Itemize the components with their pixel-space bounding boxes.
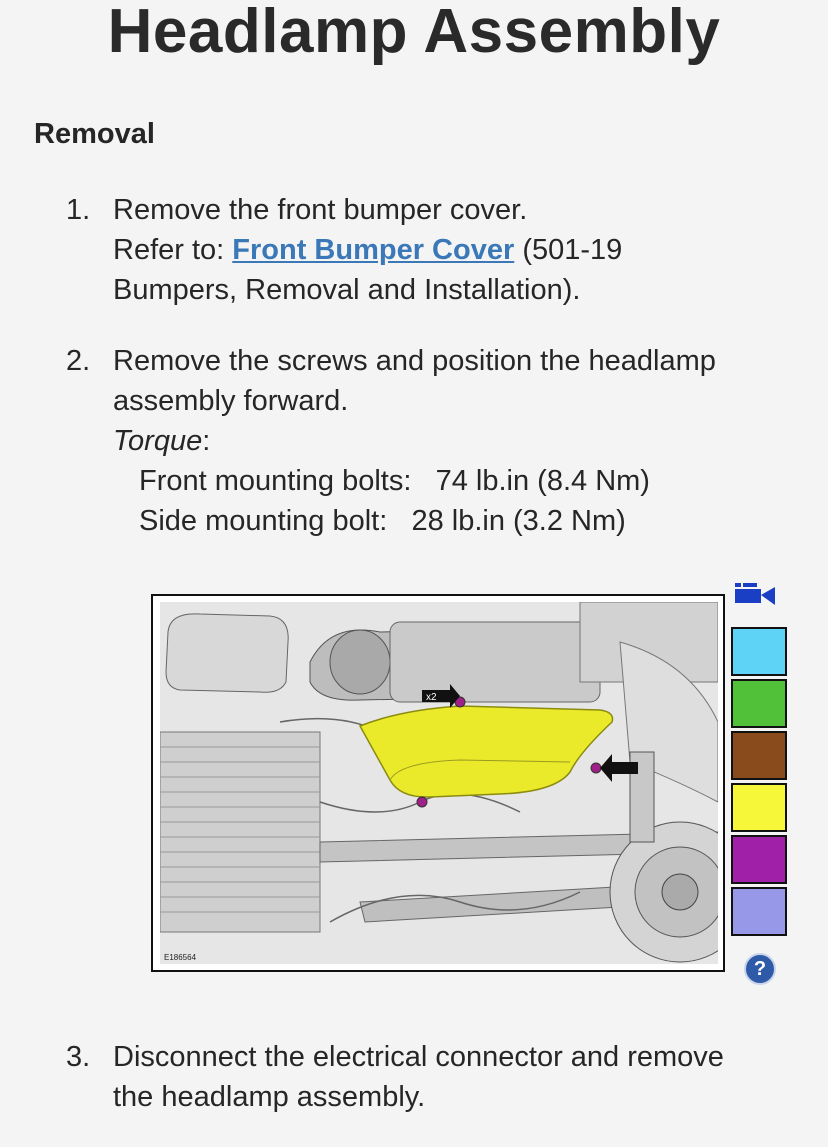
help-icon[interactable]: ? xyxy=(744,953,776,985)
engine-bay-drawing xyxy=(160,602,718,964)
step-number: 2. xyxy=(66,345,91,377)
color-legend xyxy=(731,627,787,939)
swatch-green[interactable] xyxy=(731,679,787,728)
page-title: Headlamp Assembly xyxy=(107,0,721,66)
swatch-purple[interactable] xyxy=(731,835,787,884)
torque-spec-side xyxy=(113,501,813,541)
reservoir-drawing xyxy=(166,614,288,692)
swatch-yellow[interactable] xyxy=(731,783,787,832)
figure-id: E186564 xyxy=(164,953,197,962)
step-text: Remove the front bumper cover. xyxy=(113,194,528,226)
swatch-blue[interactable] xyxy=(731,627,787,676)
fastener-marker xyxy=(417,797,427,807)
radiator-drawing xyxy=(160,732,320,932)
svg-text:x2: x2 xyxy=(426,692,437,703)
headlamp-illustration xyxy=(151,594,725,972)
step-number: 1. xyxy=(66,194,91,226)
spec-name: Front mounting bolts: xyxy=(139,465,412,497)
torque-spec-front xyxy=(113,461,813,501)
step-text-cont: the headlamp assembly. xyxy=(113,1081,426,1113)
fastener-marker xyxy=(591,763,601,773)
illustration-canvas xyxy=(160,602,718,964)
front-bumper-cover-link[interactable]: Front Bumper Cover xyxy=(232,234,515,266)
section-heading: Removal xyxy=(34,118,155,150)
step-text-cont: assembly forward. xyxy=(113,385,349,417)
refer-suffix: (501-19 xyxy=(514,234,623,266)
step-number: 3. xyxy=(66,1041,91,1073)
swatch-brown[interactable] xyxy=(731,731,787,780)
spec-name: Side mounting bolt: xyxy=(139,505,388,537)
spec-value: 74 lb.in (8.4 Nm) xyxy=(435,465,650,497)
step-text: Disconnect the electrical connector and remove xyxy=(113,1041,724,1073)
refer-line-2: Bumpers, Removal and Installation). xyxy=(113,274,581,306)
step-text: Remove the screws and position the headlamp xyxy=(113,345,716,377)
spec-value: 28 lb.in (3.2 Nm) xyxy=(411,505,626,537)
refer-prefix: Refer to: xyxy=(113,234,233,266)
swatch-lavender[interactable] xyxy=(731,887,787,936)
refer-line xyxy=(113,230,813,270)
video-camera-icon[interactable] xyxy=(735,581,777,612)
torque-label: Torque: xyxy=(113,425,211,457)
